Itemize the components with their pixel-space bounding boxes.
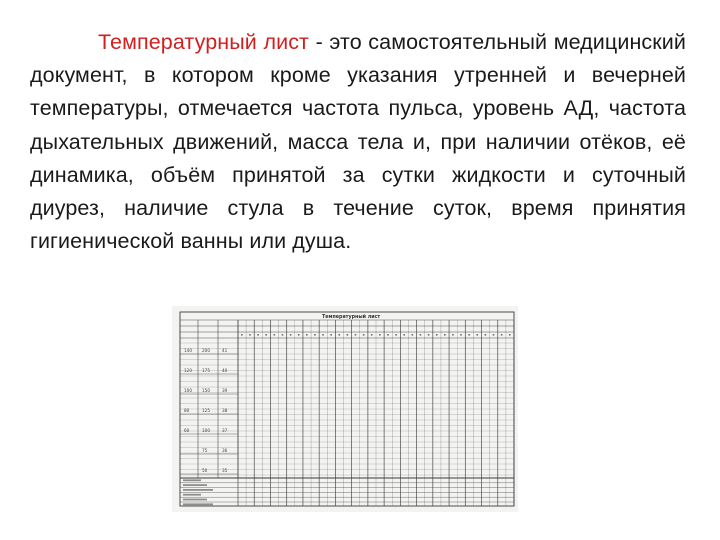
highlighted-term: Температурный лист (98, 30, 310, 54)
sheet-header-mark (436, 334, 438, 336)
sheet-header-mark (444, 334, 446, 336)
temp-scale-label: 37 (222, 428, 228, 433)
sheet-header-mark (241, 334, 243, 336)
sheet-row-caption (183, 494, 201, 496)
temp-scale-label: 40 (222, 368, 228, 373)
sheet-header-mark (420, 334, 422, 336)
sheet-header-mark (314, 334, 316, 336)
sheet-header-mark (371, 334, 373, 336)
sheet-header-mark (330, 334, 332, 336)
temp-scale-label: 38 (222, 408, 228, 413)
sheet-row-caption (183, 484, 207, 486)
sheet-header-mark (347, 334, 349, 336)
sheet-title: Температурный лист (322, 315, 381, 320)
sheet-header-mark (298, 334, 300, 336)
sheet-header-mark (363, 334, 365, 336)
pulse-scale-label: 140 (184, 348, 192, 353)
ad-scale-label: 50 (202, 468, 208, 473)
sheet-header-mark (460, 334, 462, 336)
ad-scale-label: 200 (202, 348, 210, 353)
pulse-scale-label: 80 (184, 408, 190, 413)
ad-scale-label: 100 (202, 428, 210, 433)
pulse-scale-label: 60 (184, 428, 190, 433)
sheet-header-mark (265, 334, 267, 336)
sheet-header-mark (306, 334, 308, 336)
paragraph-body: - это самостоятельный медицинский документ, в котором кроме указания утренней и вечерней температуры, отмечается частота пульса, уровень АД, частота дыхательных движений, масса тела и, при наличии отёков, её динамика, объём принятой за сутки жидкости и суточный диурез, наличие стула в течение суток, время принятия гигиенической ванны или душа. (30, 30, 686, 254)
sheet-header-mark (338, 334, 340, 336)
sheet-header-mark (282, 334, 284, 336)
temp-scale-label: 41 (222, 348, 228, 353)
sheet-row-caption (183, 503, 213, 505)
sheet-header-mark (485, 334, 487, 336)
temperature-sheet-drawing (172, 306, 518, 512)
sheet-header-mark (501, 334, 503, 336)
sheet-header-mark (379, 334, 381, 336)
sheet-header-mark (428, 334, 430, 336)
description-paragraph (30, 26, 686, 258)
ad-scale-label: 125 (202, 408, 210, 413)
temp-scale-label: 35 (222, 468, 228, 473)
temperature-sheet-image (172, 306, 518, 512)
sheet-header-mark (403, 334, 405, 336)
sheet-header-mark (509, 334, 511, 336)
sheet-header-mark (355, 334, 357, 336)
pulse-scale-label: 120 (184, 368, 192, 373)
sheet-header-mark (387, 334, 389, 336)
sheet-header-mark (257, 334, 259, 336)
sheet-header-mark (468, 334, 470, 336)
sheet-header-mark (493, 334, 495, 336)
temp-scale-label: 39 (222, 388, 228, 393)
sheet-header-mark (452, 334, 454, 336)
sheet-row-caption (183, 489, 213, 491)
pulse-scale-label: 100 (184, 388, 192, 393)
sheet-header-mark (274, 334, 276, 336)
sheet-row-caption (183, 499, 207, 501)
sheet-header-mark (395, 334, 397, 336)
temp-scale-label: 36 (222, 448, 228, 453)
sheet-header-mark (476, 334, 478, 336)
sheet-header-mark (322, 334, 324, 336)
sheet-header-mark (412, 334, 414, 336)
sheet-header-mark (249, 334, 251, 336)
sheet-row-caption (183, 479, 201, 481)
sheet-header-mark (290, 334, 292, 336)
ad-scale-label: 75 (202, 448, 208, 453)
ad-scale-label: 150 (202, 388, 210, 393)
ad-scale-label: 175 (202, 368, 210, 373)
